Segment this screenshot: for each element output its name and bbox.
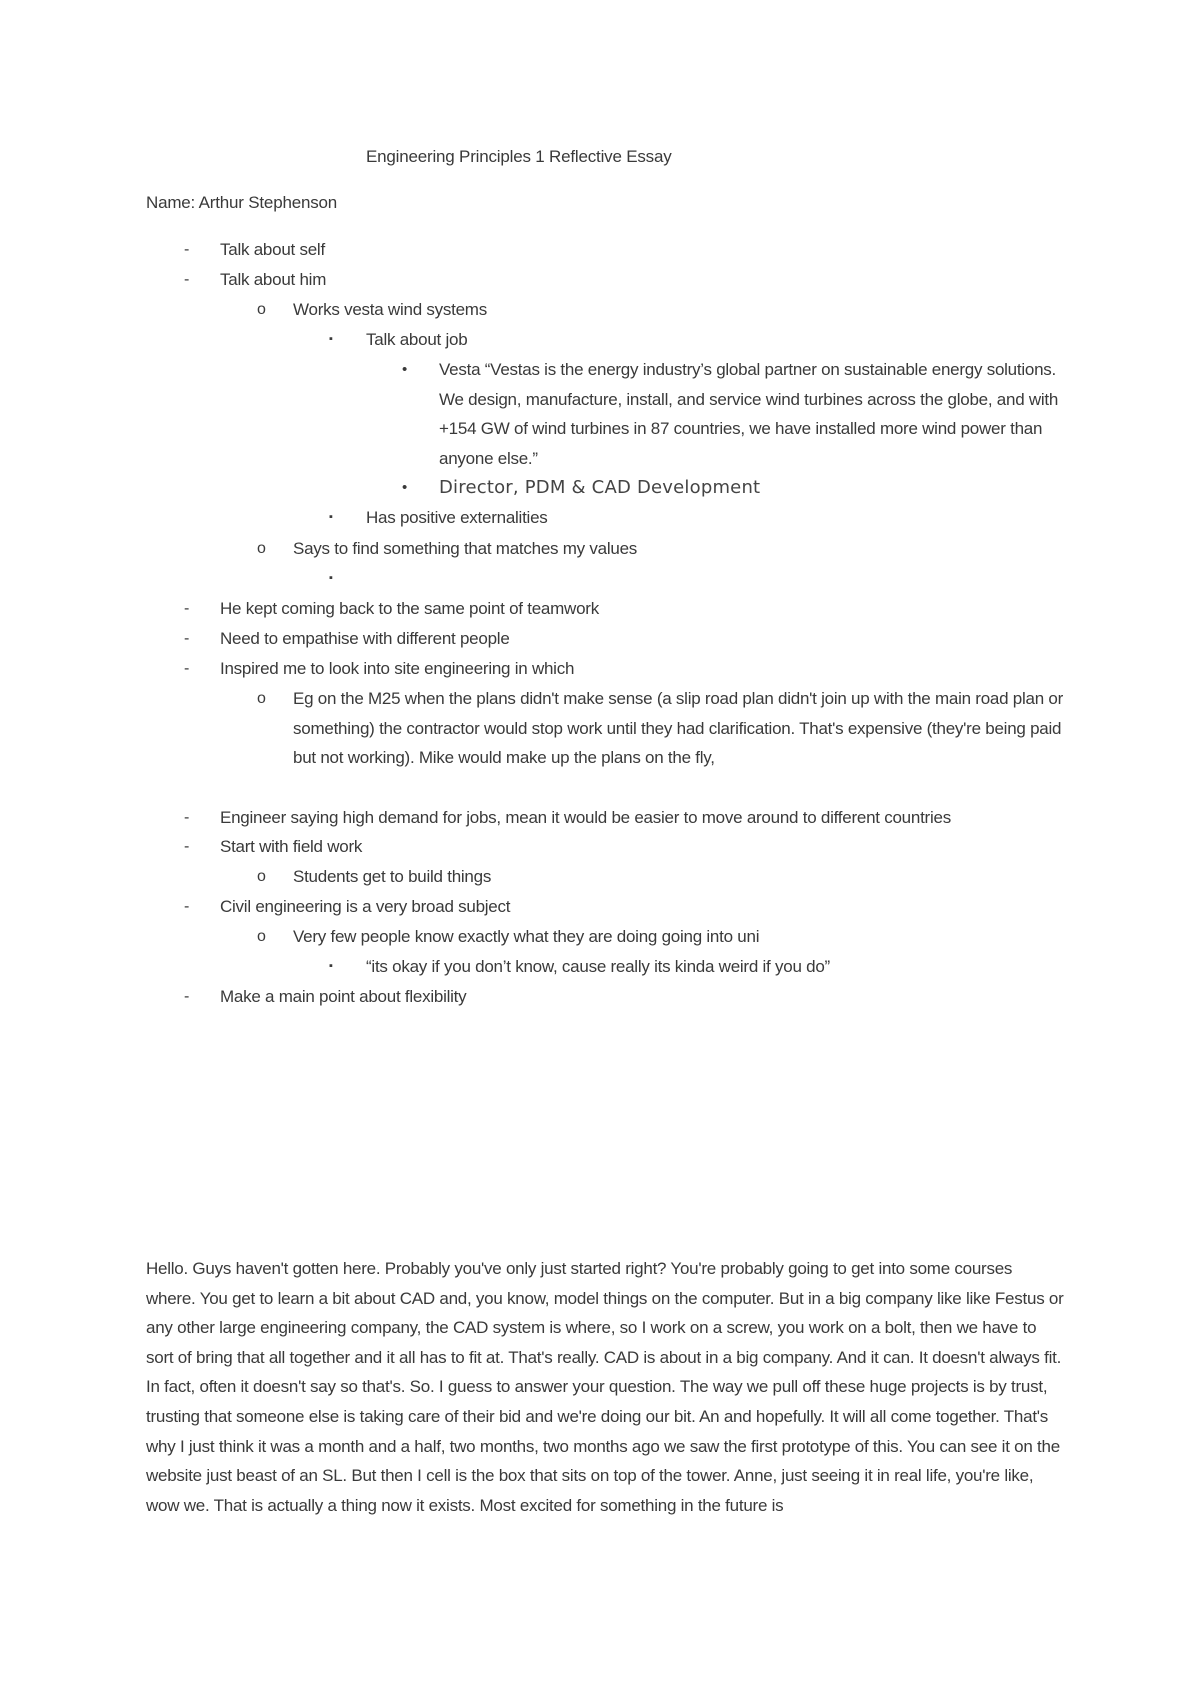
list-item-text: Engineer saying high demand for jobs, mean it would be easier to move around to different countries — [220, 808, 951, 827]
square-bullet: ▪ — [329, 511, 333, 523]
circle-bullet: o — [257, 928, 266, 945]
list-item-text: Works vesta wind systems — [293, 300, 487, 319]
dash-bullet: - — [184, 838, 190, 855]
dash-bullet: - — [184, 630, 190, 647]
dash-bullet: - — [184, 660, 190, 677]
list-item-text: Director, PDM & CAD Development — [439, 477, 761, 498]
list-item-text: Civil engineering is a very broad subject — [220, 897, 511, 916]
dash-bullet: - — [184, 988, 190, 1005]
circle-bullet: o — [257, 868, 266, 885]
list-item-text: Inspired me to look into site engineering in which — [220, 659, 575, 678]
document-title: Engineering Principles 1 Reflective Essay — [366, 147, 672, 166]
list-item-text: Students get to build things — [293, 867, 492, 886]
author-name: Name: Arthur Stephenson — [146, 193, 338, 212]
dot-bullet: • — [402, 479, 408, 496]
list-item-text: Talk about job — [366, 330, 468, 349]
dash-bullet: - — [184, 898, 190, 915]
list-item-text: Eg on the M25 when the plans didn't make sense (a slip road plan didn't join up with the main road plan or something) the contractor would stop work until they had clarification. That's expensive (they're being paid but not working). Mike would make up the plans on the fly, — [293, 689, 1064, 767]
square-bullet: ▪ — [329, 572, 333, 584]
list-item-text: Vesta “Vestas is the energy industry’s global partner on sustainable energy solutions. We design, manufacture, install, and service wind turbines across the globe, and with +154 GW of wind turbines in 87 countries, we have installed more wind power than anyone else.” — [439, 360, 1059, 468]
circle-bullet: o — [257, 540, 266, 557]
list-item-text: Need to empathise with different people — [220, 629, 510, 648]
square-bullet: ▪ — [329, 333, 333, 345]
list-item-text: “its okay if you don’t know, cause really its kinda weird if you do” — [366, 957, 830, 976]
dash-bullet: - — [184, 271, 190, 288]
list-item-text: Very few people know exactly what they are doing going into uni — [293, 927, 760, 946]
list-item-text: He kept coming back to the same point of teamwork — [220, 599, 599, 618]
circle-bullet: o — [257, 690, 266, 707]
dash-bullet: - — [184, 241, 190, 258]
circle-bullet: o — [257, 301, 266, 318]
list-item-text: Talk about self — [220, 240, 325, 259]
dash-bullet: - — [184, 600, 190, 617]
list-item-text: Says to find something that matches my values — [293, 539, 638, 558]
list-item-text: Has positive externalities — [366, 508, 548, 527]
dash-bullet: - — [184, 809, 190, 826]
interview-transcript: Hello. Guys haven't gotten here. Probably you've only just started right? You're probably going to get into some courses where. You get to learn a bit about CAD and, you know, model things on the computer. But in a big company like like Festus or any other large engineering company, the CAD system is where, so I work on a screw, you work on a bolt, then we have to sort of bring that all together and it all has to fit at. That's really. CAD is about in a big company. And it can. It doesn't always fit. In fact, often it doesn't say so that's. So. I guess to answer your question. The way we pull off these huge projects is by trust, trusting that someone else is taking care of their bid and we're doing our bit. An and hopefully. It will all come together. That's why I just think it was a month and a half, two months, two months ago we saw the first prototype of this. You can see it on the website just beast of an SL. But then I cell is the box that sits on top of the tower. Anne, just seeing it in real life, you're like, wow we. That is actually a thing now it exists. Most excited for something in the future is — [146, 1259, 1064, 1515]
list-item-text: Make a main point about flexibility — [220, 987, 467, 1006]
dot-bullet: • — [402, 361, 408, 378]
square-bullet: ▪ — [329, 960, 333, 972]
list-item-text: Start with field work — [220, 837, 363, 856]
list-item-text: Talk about him — [220, 270, 327, 289]
